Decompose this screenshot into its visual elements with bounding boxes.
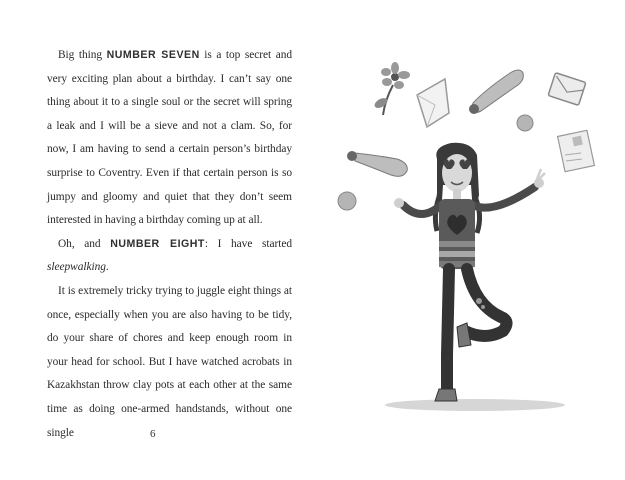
- number-seven-label: NUMBER SEVEN: [106, 49, 200, 61]
- number-eight-label: NUMBER EIGHT: [110, 237, 205, 250]
- ball-icon: [338, 192, 356, 210]
- paragraph-number-seven: [47, 44, 292, 233]
- page-number: 6: [150, 428, 156, 440]
- envelope-icon: [548, 73, 586, 106]
- juggling-girl-illustration: [325, 55, 595, 425]
- paragraph-number-eight: [47, 233, 292, 280]
- sleepwalking-word: sleepwalking: [47, 261, 106, 274]
- ball-icon: [517, 115, 533, 131]
- paragraph-text: is a top secret and very exciting plan about a birthday. I can’t say one thing about it to a single soul or the secret will spring a leak and I will be a sieve and not a clam. So, for now, I am having to send a certain person’s birthday surprise to Coventry. Even if that certain person is so jumpy and gloomy and quiet that they don’t seem interested in having a birthday coming up at all.: [47, 49, 293, 227]
- paragraph-juggle: It is extremely tricky trying to juggle eight things at once, especially when you are also having to be tidy, do your share of chores and keep enough room in your head for school. But I have watched acrobats in Kazakhstan throw clay pots at each other at the same time as doing one-armed handstands, without one single: [47, 284, 292, 439]
- paper-icon: [417, 79, 449, 127]
- flower-icon: [373, 62, 410, 115]
- postcard-icon: [558, 130, 595, 171]
- paragraph-text: : I have started: [204, 237, 292, 250]
- paragraph-text: Big thing: [58, 49, 107, 61]
- paragraph-text: .: [105, 261, 109, 274]
- girl-figure: [394, 143, 545, 401]
- bowling-pin-icon: [469, 70, 523, 114]
- body-text: [47, 44, 292, 445]
- paragraph-text: Oh, and: [58, 237, 111, 250]
- bowling-pin-icon: [347, 151, 407, 176]
- ground-shadow: [385, 399, 565, 411]
